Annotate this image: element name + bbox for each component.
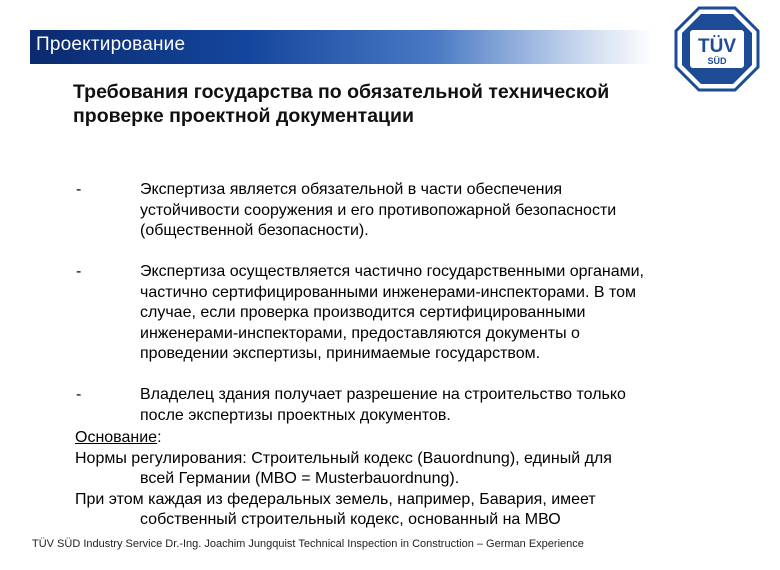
basis-label: Основание (75, 429, 158, 446)
bullet-line: после экспертизы проектных документов. (140, 406, 451, 424)
heading-line: проверке проектной документации (73, 105, 415, 127)
basis-line: При этом каждая из федеральных земель, например, Бавария, имеет (75, 490, 596, 508)
basis-line: всей Германии (MBO = Musterbauordnung). (140, 470, 460, 487)
bullet-line: частично сертифицированными инженерами-инспекторами. В том (140, 283, 637, 301)
bullet-text (140, 385, 760, 426)
bullet-marker: - (76, 181, 82, 198)
bullet-line: Экспертиза осуществляется частично государственными органами, (140, 263, 644, 280)
bullet-marker: - (76, 263, 82, 280)
logo-text-sub: SÜD (707, 56, 727, 66)
basis-block (75, 428, 755, 531)
bullet-line: (общественной безопасности). (140, 222, 369, 239)
bullet-line: устойчивости сооружения и его противопожарной безопасности (140, 201, 617, 219)
bullet-line: случае, если проверка производится сертифицированными (140, 304, 586, 321)
basis-heading (75, 428, 755, 449)
bullet-line: Экспертиза является обязательной в части обеспечения (140, 181, 563, 198)
header-bar (30, 30, 654, 64)
basis-line: Нормы регулирования: Строительный кодекс (Bauordnung), единый для (75, 449, 612, 467)
slide-footer: TÜV SÜD Industry Service Dr.-Ing. Joachim Jungquist Technical Inspection in Construction – German Experience (32, 538, 584, 550)
bullet-line: Владелец здания получает разрешение на строительство только (140, 386, 626, 403)
slide-heading (73, 80, 773, 128)
bullet-marker: - (76, 386, 82, 403)
basis-line: собственный строительный кодекс, основанный на МВО (140, 511, 561, 528)
slide-section-title: Проектирование (36, 34, 186, 55)
logo-text-main: TÜV (698, 36, 736, 57)
bullet-text (140, 180, 760, 242)
bullet-line: проведении экспертизы, принимаемые государством. (140, 345, 541, 362)
bullet-text (140, 262, 760, 365)
bullet-line: инженерами-инспекторами, предоставляются документы о (140, 324, 580, 342)
basis-colon: : (157, 429, 162, 446)
heading-line: Требования государства по обязательной технической (73, 81, 610, 103)
